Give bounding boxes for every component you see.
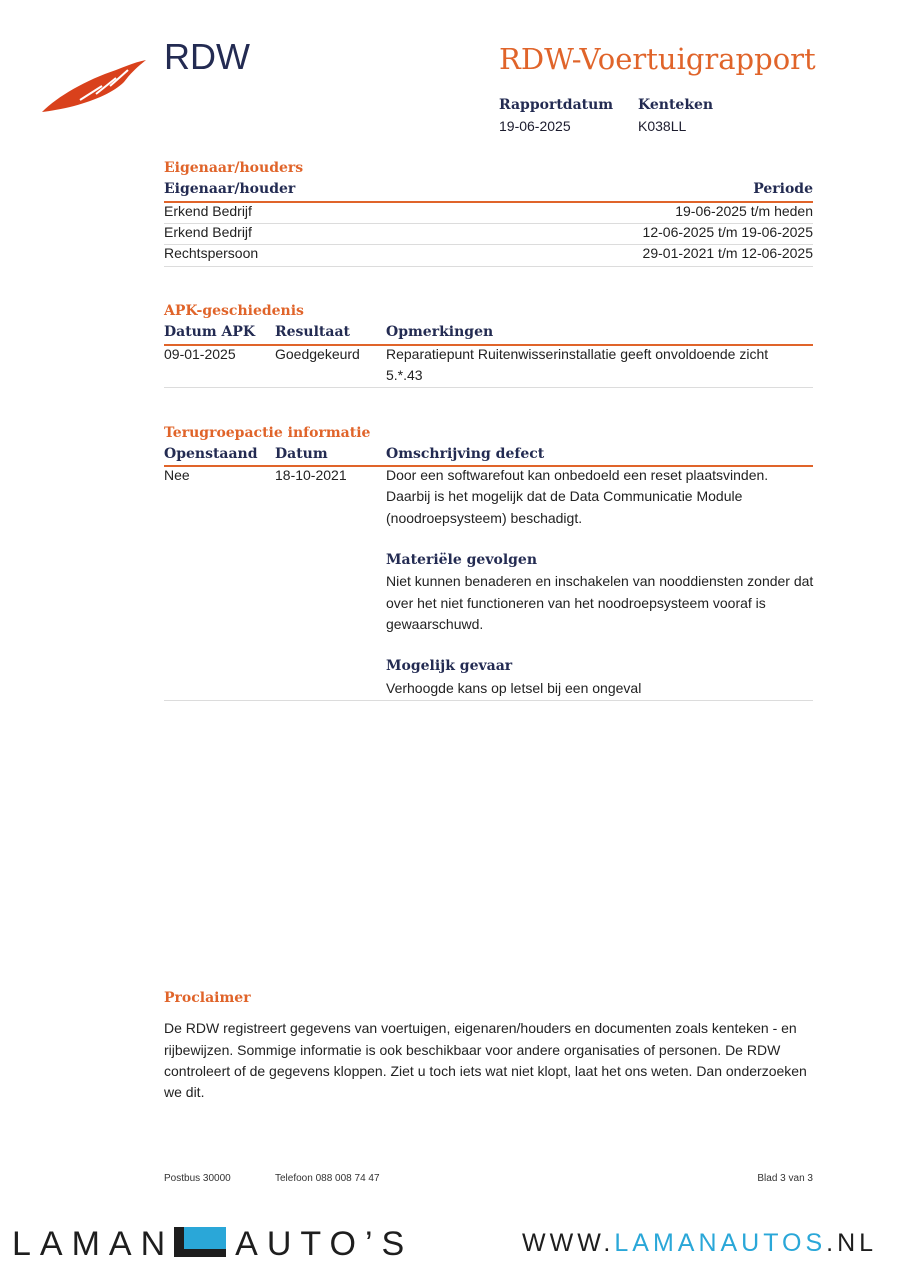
owners-section-title: Eigenaar/houders — [164, 160, 304, 176]
proclaimer-line: rijbewijzen. Sommige informatie is ook beschikbaar voor andere organisaties of personen. De RDW — [164, 1042, 781, 1058]
dealer-website-link[interactable] — [522, 1229, 877, 1257]
recall-open-value: Nee — [164, 467, 190, 483]
proclaimer-line: we dit. — [164, 1084, 205, 1100]
proclaimer-line: controleert of de gegevens kloppen. Ziet u toch iets wat niet klopt, laat het ons weten. Dan onderzoeken — [164, 1063, 807, 1079]
owner-row-2-period: 12-06-2025 t/m 19-06-2025 — [642, 224, 813, 240]
report-date-label: Rapportdatum — [499, 97, 614, 113]
consequences-line: Niet kunnen benaderen en inschakelen van nooddiensten zonder dat — [386, 573, 814, 589]
danger-text: Verhoogde kans op letsel bij een ongeval — [386, 680, 642, 696]
plate-value: K038LL — [638, 118, 687, 134]
dealer-logo — [12, 1226, 413, 1262]
recall-col-description: Omschrijving defect — [386, 446, 545, 462]
apk-row-remark-line1: Reparatiepunt Ruitenwisserinstallatie geeft onvoldoende zicht — [386, 346, 769, 362]
recall-description-line: Daarbij is het mogelijk dat de Data Communicatie Module — [386, 488, 743, 504]
apk-col-result: Resultaat — [275, 324, 350, 340]
owner-row-3-period: 29-01-2021 t/m 12-06-2025 — [642, 245, 813, 261]
recall-description-line: (noodroepsysteem) beschadigt. — [386, 510, 583, 526]
apk-col-remarks: Opmerkingen — [386, 324, 494, 340]
footer-postbus: Postbus 30000 — [164, 1173, 231, 1184]
rdw-logo-icon — [40, 56, 148, 114]
footer-phone: Telefoon 088 008 74 47 — [275, 1173, 380, 1184]
owners-col-period: Periode — [753, 181, 813, 197]
dealer-logo-left: LAMAN — [12, 1225, 175, 1263]
proclaimer-title: Proclaimer — [164, 990, 251, 1006]
footer-page-number: Blad 3 van 3 — [757, 1173, 813, 1184]
row-divider — [164, 387, 813, 388]
recall-col-date: Datum — [275, 446, 328, 462]
consequences-line: over het niet functioneren van het noodroepsysteem vooraf is — [386, 595, 766, 611]
danger-title: Mogelijk gevaar — [386, 658, 513, 674]
proclaimer-line: De RDW registreert gegevens van voertuigen, eigenaren/houders en documenten zoals kenteken - en — [164, 1020, 797, 1036]
recall-col-open: Openstaand — [164, 446, 258, 462]
url-suffix: .NL — [826, 1229, 878, 1257]
consequences-title: Materiële gevolgen — [386, 552, 538, 568]
recall-description-line: Door een softwarefout kan onbedoeld een reset plaatsvinden. — [386, 467, 769, 483]
apk-row-result: Goedgekeurd — [275, 346, 360, 362]
report-title: RDW-Voertuigrapport — [499, 42, 816, 76]
consequences-line: gewaarschuwd. — [386, 616, 484, 632]
row-divider — [164, 266, 813, 267]
owner-row-2-owner: Erkend Bedrijf — [164, 224, 252, 240]
url-prefix: WWW. — [522, 1229, 615, 1257]
recall-section-title: Terugroepactie informatie — [164, 425, 371, 441]
plate-label: Kenteken — [638, 97, 714, 113]
apk-row-date: 09-01-2025 — [164, 346, 236, 362]
owner-row-1-period: 19-06-2025 t/m heden — [675, 203, 813, 219]
owner-row-3-owner: Rechtspersoon — [164, 245, 259, 261]
report-date-value: 19-06-2025 — [499, 118, 571, 134]
owners-col-owner: Eigenaar/houder — [164, 181, 296, 197]
brand-name: RDW — [164, 36, 250, 77]
url-main: LAMANAUTOS — [614, 1229, 827, 1257]
apk-row-remark-line2: 5.*.43 — [386, 367, 423, 383]
apk-col-date: Datum APK — [164, 324, 256, 340]
row-divider — [164, 700, 813, 701]
dealer-logo-mark-icon — [174, 1227, 226, 1257]
owner-row-1-owner: Erkend Bedrijf — [164, 203, 252, 219]
apk-section-title: APK-geschiedenis — [164, 303, 304, 319]
dealer-logo-right: AUTO’S — [235, 1225, 414, 1263]
recall-date-value: 18-10-2021 — [275, 467, 347, 483]
